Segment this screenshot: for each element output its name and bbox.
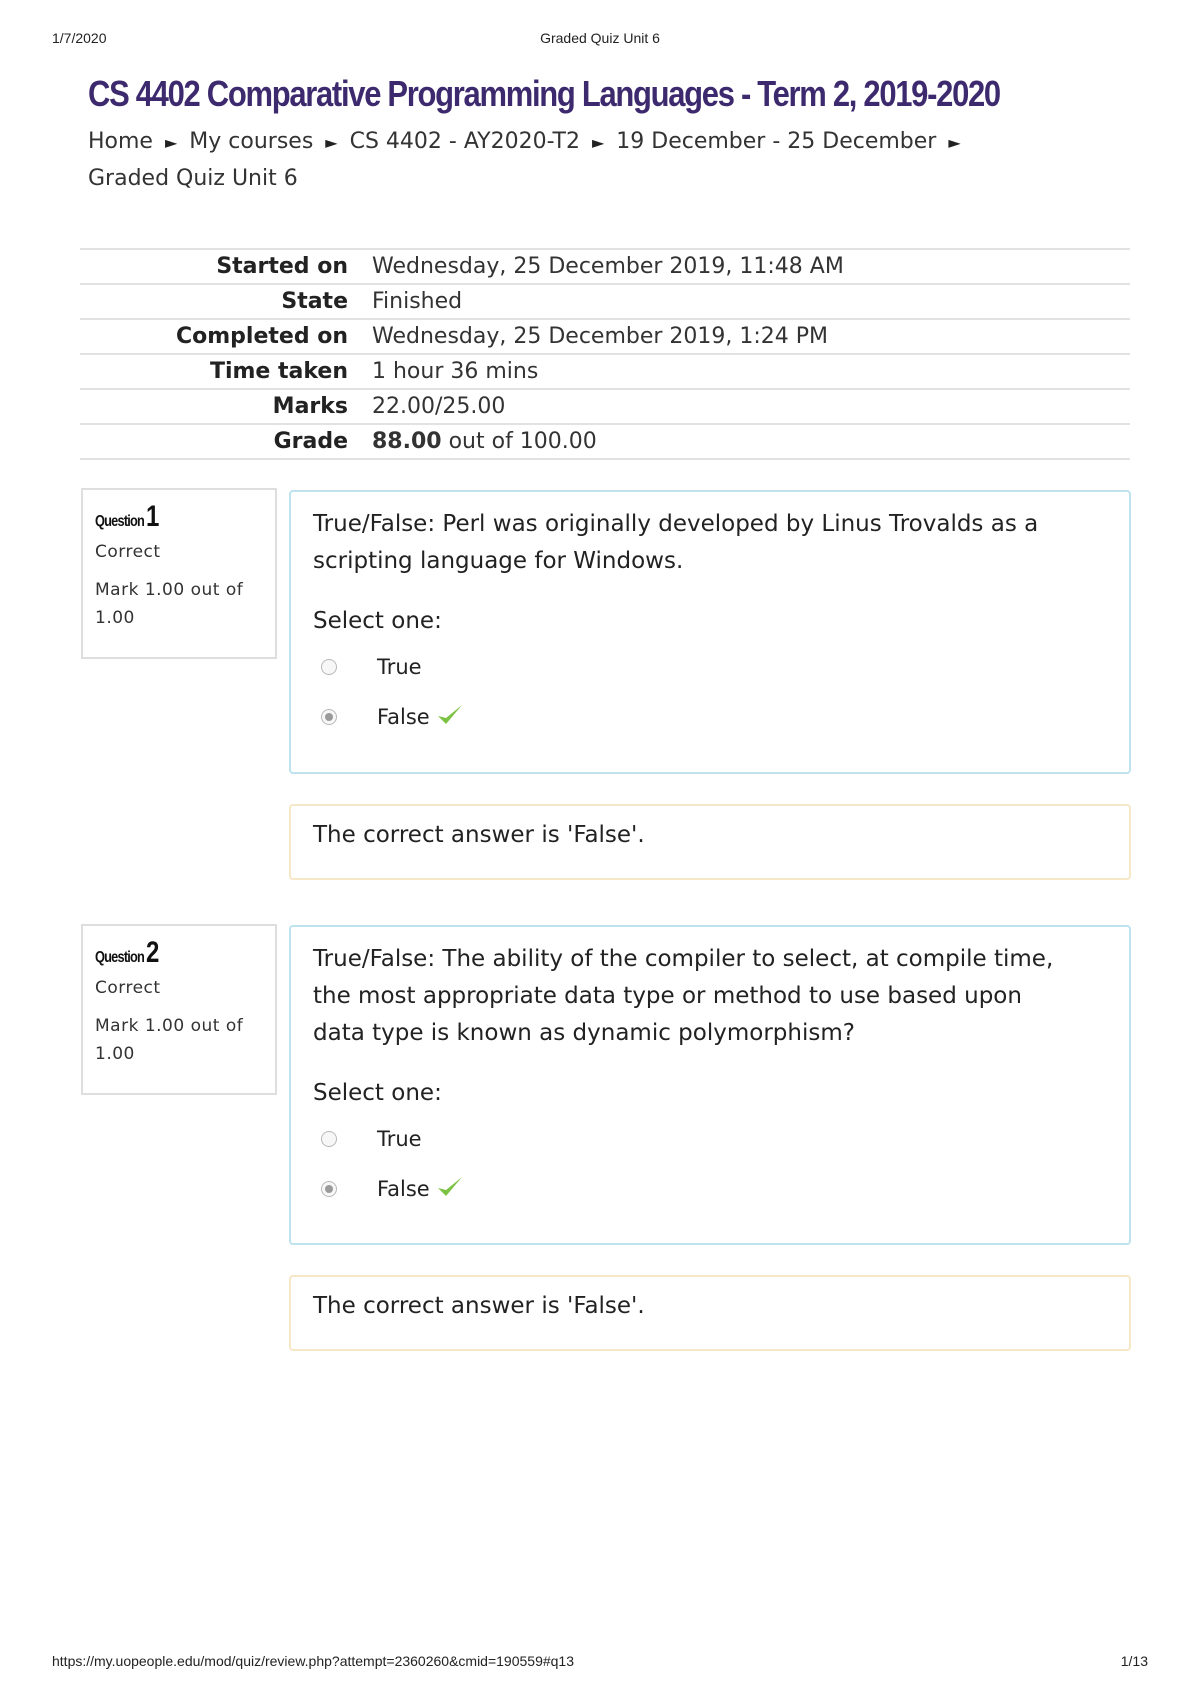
radio-button-selected[interactable] bbox=[321, 709, 337, 725]
question-grade: Mark 1.00 out of 1.00 bbox=[95, 580, 244, 628]
breadcrumb-my-courses[interactable]: My courses bbox=[189, 129, 314, 154]
question-grade: Mark 1.00 out of 1.00 bbox=[95, 1016, 244, 1064]
question-label: Question bbox=[95, 513, 145, 530]
grade-value: 88.00 bbox=[372, 429, 442, 454]
option-label: True bbox=[377, 655, 422, 679]
triangle-right-icon: ► bbox=[164, 133, 178, 152]
summary-label: Started on bbox=[216, 254, 348, 279]
triangle-right-icon: ► bbox=[948, 133, 961, 152]
question-num: 1 bbox=[146, 500, 160, 533]
triangle-right-icon: ► bbox=[591, 133, 605, 152]
summary-label: Time taken bbox=[209, 359, 348, 384]
print-title: Graded Quiz Unit 6 bbox=[540, 30, 660, 46]
right-answer: The correct answer is 'False'. bbox=[313, 1293, 645, 1319]
summary-value bbox=[360, 424, 1130, 459]
summary-value: Wednesday, 25 December 2019, 1:24 PM bbox=[372, 324, 829, 349]
question-feedback-1 bbox=[289, 804, 1131, 880]
question-text: True/False: Perl was originally developed by Linus Trovalds as a scripting language for Windows. bbox=[313, 511, 1039, 574]
summary-row bbox=[80, 354, 1130, 389]
attempt-summary-table bbox=[80, 248, 1130, 460]
summary-row bbox=[80, 389, 1130, 424]
answer-option-true[interactable] bbox=[313, 1114, 1107, 1164]
print-date: 1/7/2020 bbox=[52, 30, 107, 46]
radio-button[interactable] bbox=[321, 1131, 337, 1147]
question-label: Question bbox=[95, 949, 145, 966]
summary-row bbox=[80, 319, 1130, 354]
breadcrumb-home[interactable]: Home bbox=[88, 129, 153, 154]
page-title: CS 4402 Comparative Programming Languages - Term 2, 2019-2020 bbox=[88, 73, 1000, 114]
breadcrumb bbox=[88, 124, 1038, 197]
answer-prompt: Select one: bbox=[313, 608, 442, 634]
summary-label: State bbox=[281, 289, 348, 314]
answer-option-false[interactable] bbox=[313, 692, 1107, 742]
question-info-2 bbox=[81, 924, 277, 1095]
breadcrumb-course[interactable]: CS 4402 - AY2020-T2 bbox=[349, 129, 580, 154]
question-number bbox=[95, 936, 263, 976]
summary-row bbox=[80, 424, 1130, 459]
summary-label: Completed on bbox=[175, 324, 348, 349]
summary-row bbox=[80, 284, 1130, 319]
right-answer: The correct answer is 'False'. bbox=[313, 822, 645, 848]
question-state: Correct bbox=[95, 542, 161, 562]
question-state: Correct bbox=[95, 978, 161, 998]
check-icon bbox=[436, 1174, 464, 1205]
question-text: True/False: The ability of the compiler to select, at compile time, the most appropriate data type or method to use based upon data type is known as dynamic polymorphism? bbox=[313, 946, 1054, 1046]
summary-label: Marks bbox=[272, 394, 348, 419]
answer-prompt: Select one: bbox=[313, 1080, 442, 1106]
breadcrumb-quiz[interactable]: Graded Quiz Unit 6 bbox=[88, 166, 298, 191]
breadcrumb-week[interactable]: 19 December - 25 December bbox=[616, 129, 937, 154]
answer-options bbox=[313, 1114, 1107, 1214]
summary-value: Finished bbox=[372, 289, 463, 314]
question-num: 2 bbox=[146, 936, 160, 969]
question-number bbox=[95, 500, 263, 540]
question-content-2 bbox=[289, 925, 1131, 1245]
summary-value: 1 hour 36 mins bbox=[372, 359, 539, 384]
question-content-1 bbox=[289, 490, 1131, 774]
answer-options bbox=[313, 642, 1107, 742]
option-label: False bbox=[377, 1177, 430, 1201]
summary-row bbox=[80, 249, 1130, 284]
print-header bbox=[52, 30, 1148, 50]
check-icon bbox=[436, 702, 464, 733]
answer-option-true[interactable] bbox=[313, 642, 1107, 692]
radio-button[interactable] bbox=[321, 659, 337, 675]
page-number: 1/13 bbox=[1120, 1653, 1148, 1669]
question-feedback-2 bbox=[289, 1275, 1131, 1351]
question-info-1 bbox=[81, 488, 277, 659]
radio-button-selected[interactable] bbox=[321, 1181, 337, 1197]
summary-label: Grade bbox=[273, 429, 348, 454]
option-label: True bbox=[377, 1127, 422, 1151]
option-label: False bbox=[377, 705, 430, 729]
answer-option-false[interactable] bbox=[313, 1164, 1107, 1214]
summary-value: 22.00/25.00 bbox=[372, 394, 506, 419]
page-url: https://my.uopeople.edu/mod/quiz/review.php?attempt=2360260&cmid=190559#q13 bbox=[52, 1653, 574, 1669]
grade-max: out of 100.00 bbox=[441, 429, 597, 454]
triangle-right-icon: ► bbox=[325, 133, 338, 152]
print-footer bbox=[52, 1653, 1148, 1673]
summary-value: Wednesday, 25 December 2019, 11:48 AM bbox=[372, 254, 844, 279]
